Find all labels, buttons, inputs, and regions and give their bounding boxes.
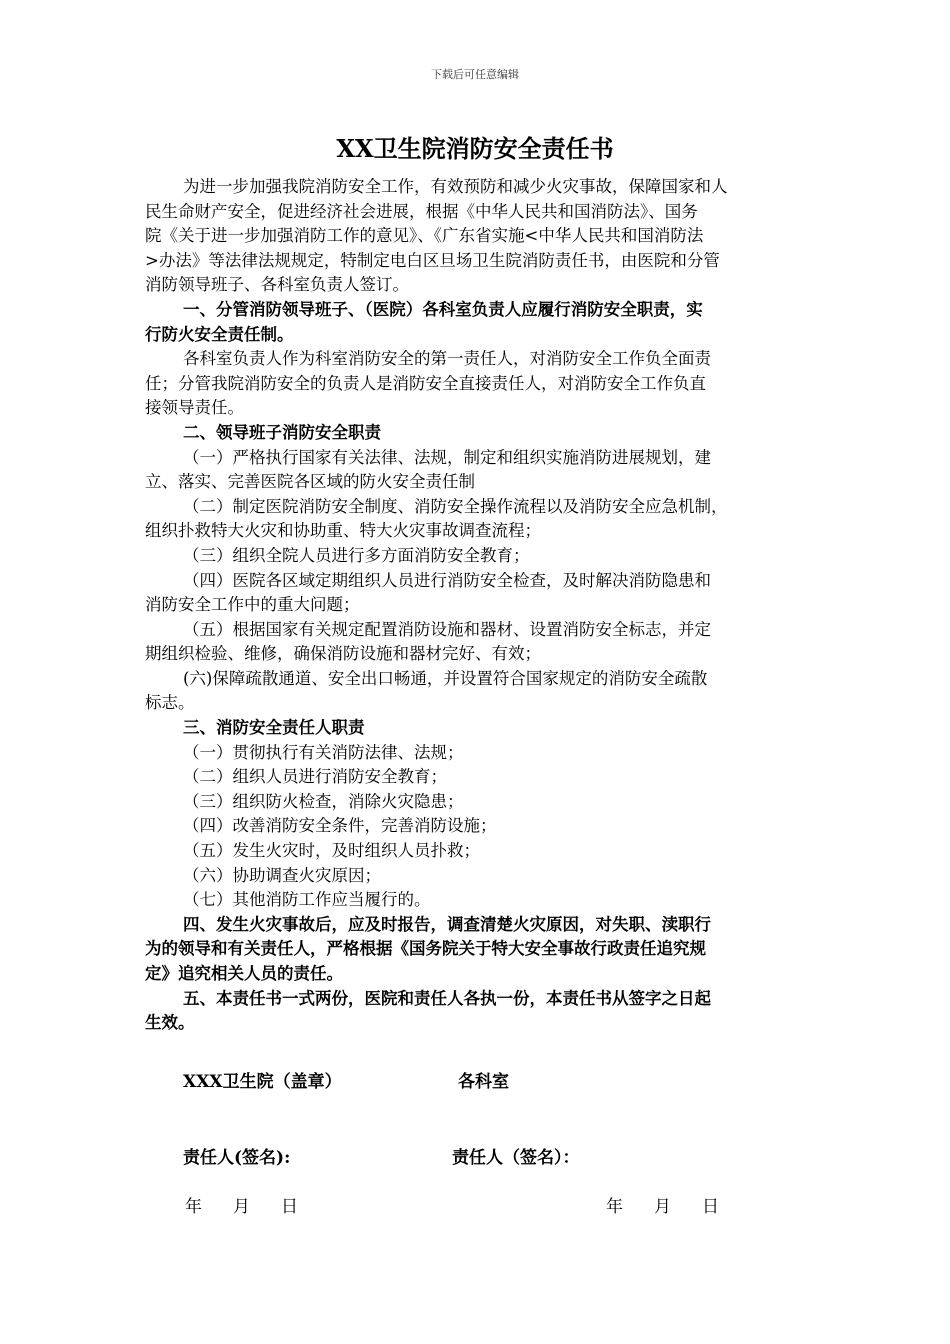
body-line: 为进一步加强我院消防安全工作，有效预防和减少火灾事故，保障国家和人	[183, 177, 728, 196]
body-line: 民生命财产安全，促进经济社会进展，根据《中华人民共和国消防法》、国务	[145, 201, 698, 221]
header-watermark: 下载后可任意编辑	[431, 68, 519, 81]
signature-left-org: XXX卫生院（盖章）	[183, 1072, 342, 1092]
body-line: （五）根据国家有关规定配置消防设施和器材、设置消防安全标志，并定	[183, 619, 711, 639]
signature-left-date	[185, 1195, 298, 1219]
body-line: 定》追究相关人员的责任。	[145, 964, 343, 983]
body-line: 三、消防安全责任人职责	[183, 718, 365, 738]
body-line: 消防安全工作中的重大问题；	[145, 595, 360, 615]
body-line: 组织扑救特大火灾和协助重、特大火灾事故调查流程；	[145, 521, 541, 541]
body-line: （一）严格执行国家有关法律、法规，制定和组织实施消防进展规划，建	[183, 447, 711, 467]
body-line: (六)保障疏散通道、安全出口畅通，并设置符合国家规定的消防安全疏散	[183, 668, 708, 688]
body-line: （六）协助调查火灾原因；	[183, 865, 381, 885]
body-line: 期组织检验、维修，确保消防设施和器材完好、有效；	[145, 644, 541, 664]
body-line: （二）组织人员进行消防安全教育；	[183, 767, 447, 787]
body-line: （四）改善消防安全条件，完善消防设施；	[183, 816, 497, 836]
body-line: 消防领导班子、各科室负责人签订。	[145, 275, 409, 295]
signature-right-org: 各科室	[458, 1072, 509, 1092]
body-line: 立、落实、完善医院各区域的防火安全责任制	[145, 472, 475, 492]
body-line: 为的领导和有关责任人，严格根据《国务院关于特大安全事故行政责任追究规	[145, 939, 706, 959]
date-year: 年	[606, 1197, 623, 1217]
signature-left-person: 责任人(签名):	[183, 1148, 291, 1168]
date-year: 年	[185, 1197, 202, 1217]
body-line: （七）其他消防工作应当履行的。	[183, 890, 431, 910]
body-line: 接领导责任。	[145, 398, 244, 418]
body-line: 生效。	[145, 1013, 195, 1033]
date-month: 月	[233, 1197, 250, 1217]
body-line: 标志。	[145, 693, 195, 713]
document-title: XX卫生院消防安全责任书	[336, 134, 614, 163]
body-line: >办法》等法律法规规定，特制定电白区旦场卫生院消防责任书，由医院和分管	[145, 250, 720, 270]
body-line: （一）贯彻执行有关消防法律、法规；	[183, 742, 464, 762]
date-month: 月	[654, 1197, 671, 1217]
date-day: 日	[281, 1197, 298, 1217]
body-line: 任；分管我院消防安全的负责人是消防安全直接责任人，对消防安全工作负直	[145, 373, 706, 393]
body-line: （三）组织防火检查，消除火灾隐患；	[183, 791, 464, 811]
body-line: （三）组织全院人员进行多方面消防安全教育；	[183, 545, 530, 565]
body-line: 五、本责任书一式两份，医院和责任人各执一份，本责任书从签字之日起	[183, 988, 711, 1008]
signature-right-person: 责任人（签名）：	[452, 1148, 580, 1168]
signature-right-date	[606, 1195, 719, 1219]
body-line: 二、领导班子消防安全职责	[183, 422, 381, 442]
body-line: （五）发生火灾时，及时组织人员扑救；	[183, 841, 480, 861]
body-line: 四、发生火灾事故后，应及时报告，调查清楚火灾原因，对失职、渎职行	[183, 914, 711, 934]
document-body	[145, 175, 817, 1036]
date-day: 日	[702, 1197, 719, 1217]
body-line: （二）制定医院消防安全制度、消防安全操作流程以及消防安全应急机制，	[183, 496, 728, 516]
body-line: 一、分管消防领导班子、（医院）各科室负责人应履行消防安全职责，实	[183, 299, 703, 319]
body-line: 院《关于进一步加强消防工作的意见》、《广东省实施<中华人民共和国消防法	[145, 226, 704, 246]
body-line: （四）医院各区域定期组织人员进行消防安全检查，及时解决消防隐患和	[183, 570, 711, 590]
body-line: 行防火安全责任制。	[145, 324, 294, 344]
body-line: 各科室负责人作为科室消防安全的第一责任人，对消防安全工作负全面责	[183, 349, 711, 369]
